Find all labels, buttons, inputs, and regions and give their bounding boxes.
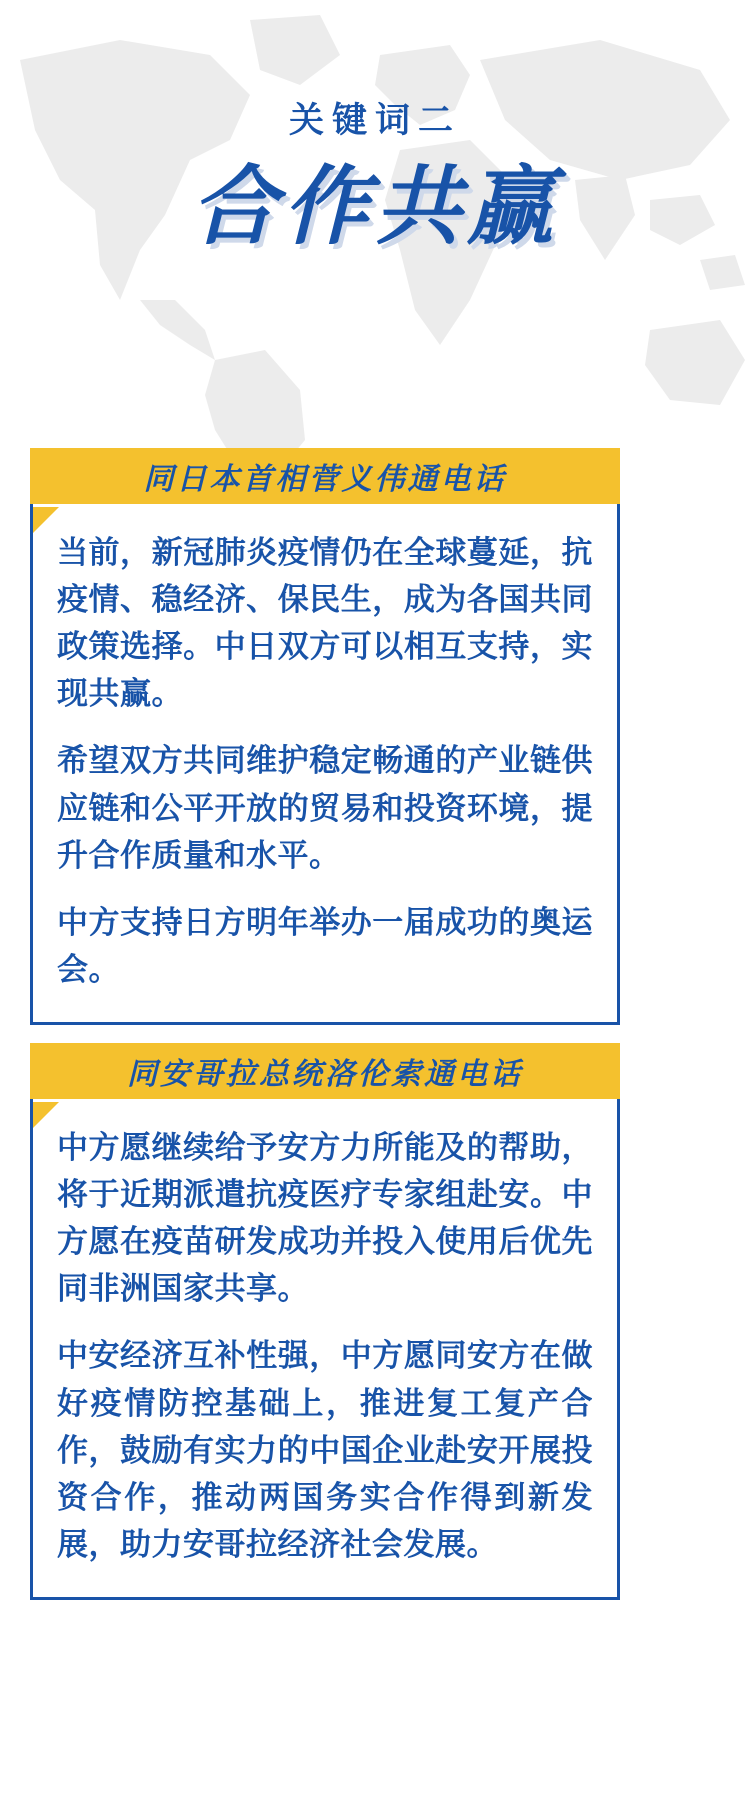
keyword-label: 关键词二 bbox=[288, 101, 461, 141]
page-header bbox=[0, 0, 750, 257]
paragraph: 中安经济互补性强，中方愿同安方在做好疫情防控基础上，推进复工复产合作，鼓励有实力的中国企业赴安开展投资合作，推动两国务实合作得到新发展，助力安哥拉经济社会发展。 bbox=[57, 1338, 593, 1563]
card-heading: 同安哥拉总统洛伦索通电话 bbox=[127, 1057, 523, 1092]
paragraph: 当前，新冠肺炎疫情仍在全球蔓延，抗疫情、稳经济、保民生，成为各国共同政策选择。中日双方可以相互支持，实现共赢。 bbox=[57, 535, 593, 713]
content-card bbox=[30, 448, 620, 1025]
page-title: 合作共赢 bbox=[191, 157, 559, 257]
content-card bbox=[30, 1043, 620, 1600]
paragraph: 中方愿继续给予安方力所能及的帮助，将于近期派遣抗疫医疗专家组赴安。中方愿在疫苗研发成功并投入使用后优先同非洲国家共享。 bbox=[57, 1130, 593, 1308]
card-heading: 同日本首相菅义伟通电话 bbox=[143, 462, 507, 497]
card-body bbox=[33, 1099, 617, 1597]
paragraph: 希望双方共同维护稳定畅通的产业链供应链和公平开放的贸易和投资环境，提升合作质量和水平。 bbox=[57, 743, 593, 874]
card-body bbox=[33, 504, 617, 1022]
card-header bbox=[30, 448, 620, 504]
paragraph: 中方支持日方明年举办一届成功的奥运会。 bbox=[57, 904, 593, 988]
card-header bbox=[30, 1043, 620, 1099]
